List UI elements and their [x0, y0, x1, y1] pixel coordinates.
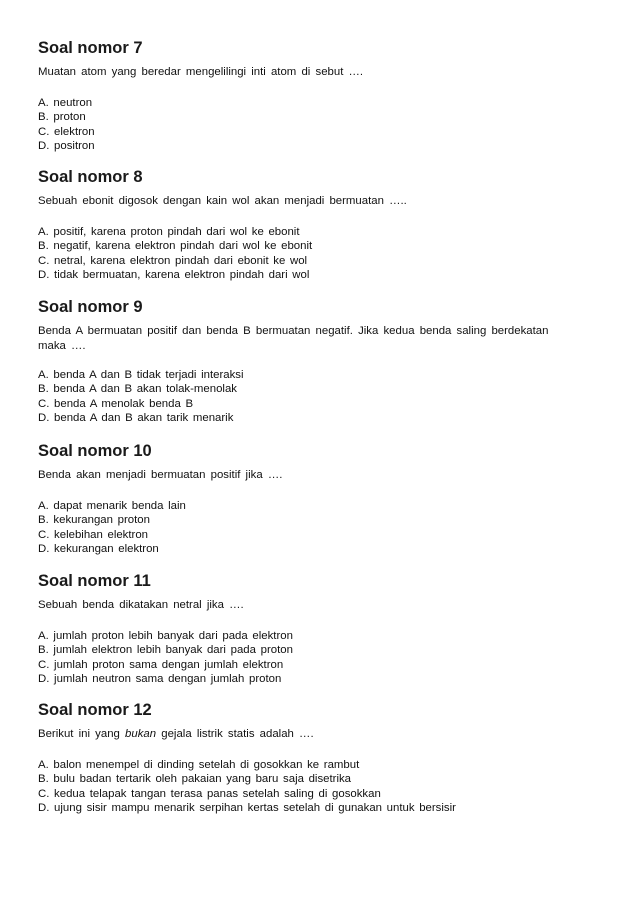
question-7	[38, 38, 578, 154]
question-stem: Sebuah ebonit digosok dengan kain wol akan menjadi bermuatan …..	[38, 195, 407, 207]
answer-options	[38, 368, 578, 426]
question-stem	[38, 727, 578, 742]
question-8	[38, 167, 578, 283]
option-c: C. kelebihan elektron	[38, 528, 149, 541]
question-stem: Sebuah benda dikatakan netral jika ….	[38, 599, 244, 611]
option-b: B. bulu badan tertarik oleh pakaian yang baru saja disetrika	[38, 773, 352, 786]
question-stem: Muatan atom yang beredar mengelilingi inti atom di sebut ….	[38, 66, 364, 78]
option-b: B. kekurangan proton	[38, 514, 150, 527]
option-d: D. positron	[38, 140, 95, 153]
question-title: Soal nomor 9	[38, 298, 143, 316]
option-c: C. kedua telapak tangan terasa panas setelah saling di gosokkan	[38, 787, 381, 800]
stem-part: gejala listrik statis adalah ….	[156, 728, 314, 740]
option-b: B. proton	[38, 111, 86, 124]
option-c: C. jumlah proton sama dengan jumlah elektron	[38, 658, 284, 671]
question-9	[38, 297, 578, 426]
option-a: A. positif, karena proton pindah dari wol ke ebonit	[38, 226, 300, 238]
option-d: D. jumlah neutron sama dengan jumlah proton	[38, 673, 282, 686]
question-10	[38, 441, 578, 557]
question-title: Soal nomor 7	[38, 39, 143, 57]
answer-options	[38, 225, 578, 283]
question-stem: Benda akan menjadi bermuatan positif jika ….	[38, 469, 283, 481]
option-c: C. elektron	[38, 125, 95, 138]
option-a: A. dapat menarik benda lain	[38, 500, 186, 512]
option-d: D. benda A dan B akan tarik menarik	[38, 412, 234, 425]
answer-options	[38, 629, 578, 687]
option-b: B. benda A dan B akan tolak-menolak	[38, 383, 237, 396]
question-title: Soal nomor 12	[38, 701, 152, 719]
stem-emphasis: bukan	[125, 728, 157, 740]
option-d: D. tidak bermuatan, karena elektron pindah dari wol	[38, 269, 310, 282]
option-d: D. ujung sisir mampu menarik serpihan kertas setelah di gunakan untuk bersisir	[38, 802, 456, 815]
question-title: Soal nomor 11	[38, 572, 151, 590]
option-a: A. neutron	[38, 97, 93, 109]
stem-part: Berikut ini yang	[38, 728, 126, 740]
option-b: B. jumlah elektron lebih banyak dari pada proton	[38, 644, 293, 657]
question-title: Soal nomor 8	[38, 168, 143, 186]
option-c: C. netral, karena elektron pindah dari ebonit ke wol	[38, 254, 308, 267]
question-title: Soal nomor 10	[38, 442, 152, 460]
question-11	[38, 571, 578, 687]
option-a: A. jumlah proton lebih banyak dari pada elektron	[38, 630, 293, 642]
option-c: C. benda A menolak benda B	[38, 397, 194, 410]
option-d: D. kekurangan elektron	[38, 543, 159, 556]
answer-options	[38, 96, 578, 154]
answer-options	[38, 758, 578, 816]
option-b: B. negatif, karena elektron pindah dari wol ke ebonit	[38, 240, 313, 253]
question-stem: Benda A bermuatan positif dan benda B bermuatan negatif. Jika kedua benda saling berdekatan maka ….	[38, 325, 549, 352]
option-a: A. balon menempel di dinding setelah di gosokkan ke rambut	[38, 759, 360, 771]
answer-options	[38, 499, 578, 557]
question-12	[38, 700, 578, 816]
option-a: A. benda A dan B tidak terjadi interaksi	[38, 369, 244, 381]
